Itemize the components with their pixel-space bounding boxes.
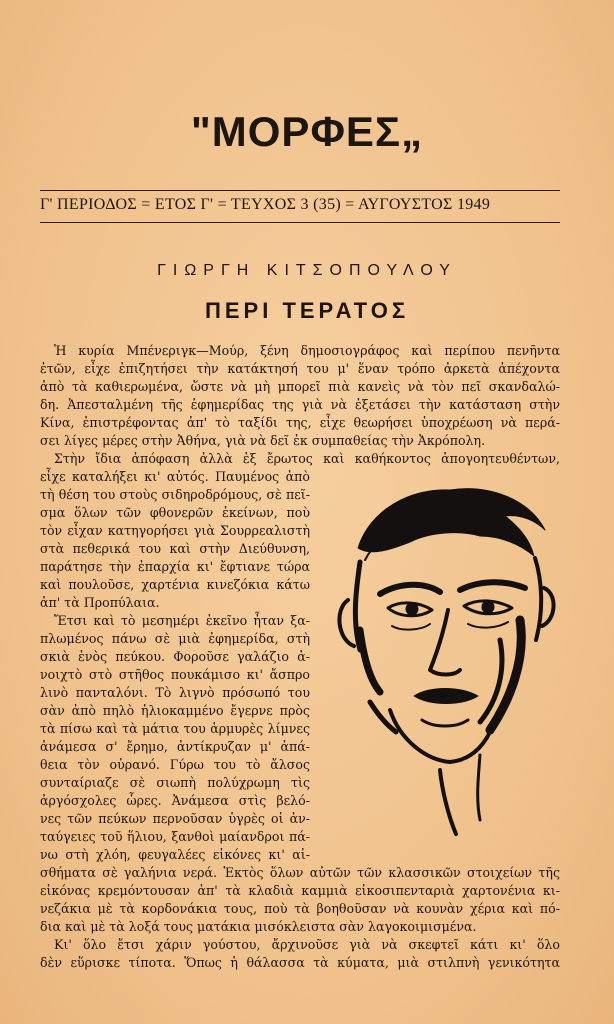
text-line: τὴ θέση του στοὺς σιδηροδρόμους, σὲ πεῖ- xyxy=(40,487,310,502)
text-line: συνταίριαζε σὲ σιωπὴ πολύχρωμη τὶς xyxy=(40,775,310,790)
text-line: Ἔτσι καὶ τὸ μεσημέρι ἐκεῖνο ἦταν ξα- xyxy=(54,613,310,628)
text-line: καὶ πουλοῦσε, χαρτένια κινεζόκια κάτω xyxy=(40,577,310,592)
text-line: σει λίγες μέρες στὴν Ἀθήνα, γιὰ νὰ δεῖ ἐκ συμπαθείας τὴν Ἀκρόπολη. xyxy=(40,433,486,448)
text-line: νοιχτὸ στὸ στῆθος πουκάμισο κι' ἄσπρο xyxy=(40,667,310,682)
text-line: Ἡ κυρία Μπένεριγκ—Μούρ, ξένη δημοσιογράφος καὶ περίπου πενῆντα xyxy=(54,343,560,358)
text-line: σὰν ἀπὸ πηλὸ ἡλιοκαμμένο ἔγερνε πρὸς xyxy=(40,703,310,718)
text-line: στὰ πεθερικά του καὶ στὴν Διεύθυνση, xyxy=(40,541,310,556)
magazine-masthead: "ΜΟΡΦΕΣ„ xyxy=(190,108,424,155)
text-line: σμα ὅλων τῶν φθονερῶν ἐκείνων, ποὺ xyxy=(40,505,310,520)
text-line: νω στὴ χλόη, φευγαλέες εἰκόνες κι' αἰ- xyxy=(40,847,310,862)
text-line: Κίνα, ἐπιστρέφοντας ἀπ' τὸ ταξίδι της, εἶχε θεωρήσει ὑποχρέωση νὰ περά- xyxy=(40,415,560,430)
author-name: ΓΙΩΡΓΗ ΚΙΤΣΟΠΟΥΛΟΥ xyxy=(157,262,457,279)
text-line: λινὸ πανταλόνι. Τὸ λιγνὸ πρόσωπό του xyxy=(40,685,310,700)
text-line: δὲν εὕρισκε τίποτα. Ὅπως ἡ θάλασσα τὰ κύματα, μιὰ στιλπνὴ γενικότητα xyxy=(40,955,560,970)
text-line: Κι' ὅλο ἔτσι χάριν γούστου, ἄρχινοῦσε γιὰ νὰ σκεφτεῖ κάτι κι' ὅλο xyxy=(54,937,560,952)
text-line: τὰ πίσω καὶ τὰ μάτια του ἁρμυρὲς λίμνες xyxy=(40,721,310,736)
text-line: εἰκόνας κρεμόντουσαν ἀπ' τὰ κλαδιὰ καμμιὰ εἰκοσιπενταριὰ χαρτονένια κι- xyxy=(40,883,560,898)
text-line: ἀργόσχολες ὧρες. Ἀνάμεσα στὶς βελό- xyxy=(40,793,310,808)
text-line: δη. Ἀπεσταλμένη τῆς ἐφημερίδας της γιὰ νὰ ἐξετάσει τὴν κατάσταση στὴν xyxy=(40,397,560,412)
article-title: ΠΕΡΙ ΤΕΡΑΤΟΣ xyxy=(204,298,410,323)
text-line: ἀπ' τὰ Προπύλαια. xyxy=(40,595,160,610)
text-line: παράτησε τὴν ἐπαρχία κι' ἔφτιανε τώρα xyxy=(40,559,310,574)
text-line: ταύγειες τοῦ ἥλιου, ξανθοὶ μαίανδροι πά- xyxy=(40,829,310,844)
text-line: πλωμένος πάνω σὲ μιὰ ἐφημερίδα, στὴ xyxy=(40,631,310,646)
portrait-sketch xyxy=(330,470,560,840)
text-line: σθήματα σὲ γαλήνια νερά. Ἐκτὸς ὅλων αὐτῶν τῶν κλασσικῶν στοιχείων τῆς xyxy=(40,865,560,880)
text-line: ἀπὸ τὰ καθιερωμένα, ὥστε νὰ μὴ μπορεῖ πιὰ κανεὶς νὰ τὸν πεῖ σκανδαλώ- xyxy=(40,379,560,394)
text-line: Στὴν ἴδια ἀπόφαση ἀλλὰ ἐξ ἔρωτος καὶ καθήκοντος ἀπογοητευθέντων, xyxy=(54,451,560,466)
issue-line: Γ' ΠΕΡΙΟΔΟΣ = ΕΤΟΣ Γ' = ΤΕΥΧΟΣ 3 (35) = ΑΥΓΟΥΣΤΟΣ 1949 xyxy=(40,196,491,213)
text-line: ἐτῶν, εἶχε ἐπιζητήσει τὴν κατάκτησή του μ' ἕναν τρόπο ἀρκετὰ ἀπέχοντα xyxy=(40,361,560,376)
text-line: νεζάκια μὲ τὰ κορδονάκια τους, ποὺ τὰ βοηθοῦσαν νὰ κουνὰν χέρια καὶ πό- xyxy=(40,901,560,916)
text-line: δια καὶ μὲ τὰ λοξά τους ματάκια μισόκλειστα σὰν λαγοκοιμισμένα. xyxy=(40,919,477,934)
text-line: ἀνάμεσα σ' ἔρημο, ἀντίκρυζαν μ' ἀπά- xyxy=(40,739,310,754)
text-line: σκιὰ ἑνὸς πεύκου. Φοροῦσε γαλάζιο ἀ- xyxy=(40,649,310,664)
bottom-rule xyxy=(40,222,560,223)
top-rule xyxy=(40,190,560,191)
text-line: νες τῶν πεύκων περνοῦσαν ὑγρὲς οἱ ἀν- xyxy=(40,811,310,826)
text-line: τὸν εἶχαν κατηγορήσει γιὰ Σουρρεαλιστὴ xyxy=(40,523,310,538)
text-line: θεια τὸν οὐρανό. Γύρω του τὸ ἄλσος xyxy=(40,757,310,772)
text-line: εἶχε καταλήξει κι' αὐτός. Παυμένος ἀπὸ xyxy=(40,469,310,484)
